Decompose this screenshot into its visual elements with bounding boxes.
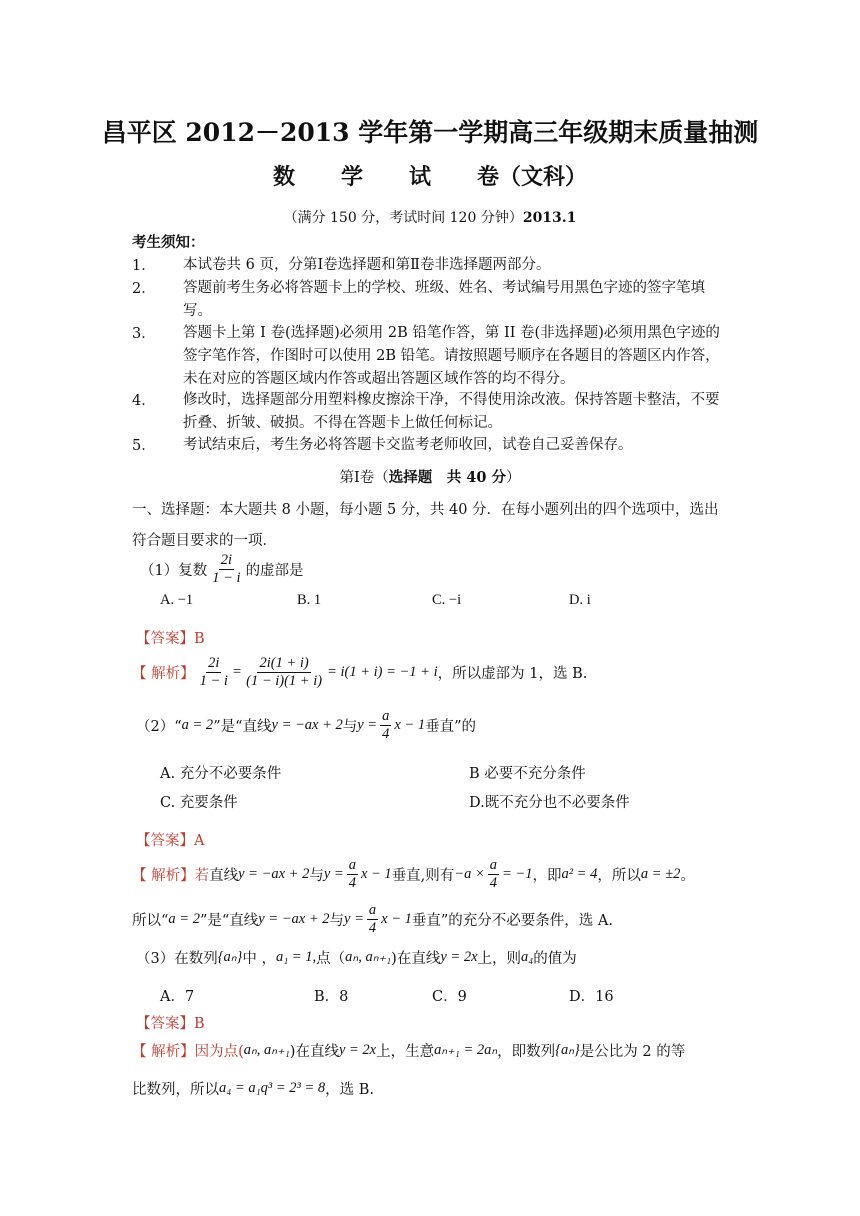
q2-line-2-post: x − 1: [394, 717, 426, 733]
q3-analysis-calc: a₄ = a₁q³ = 2³ = 8: [219, 1080, 326, 1096]
q2-conclusion-pre: 所以“: [132, 913, 169, 929]
q3-analysis-recurrence: aₙ₊₁ = 2aₙ: [434, 1042, 498, 1058]
section-heading-post: ）: [506, 470, 521, 486]
q2-analysis-h: a = ±2: [640, 866, 681, 882]
q2-conclusion-line-2-post: x − 1: [381, 911, 412, 927]
q3-option-a: A．7: [160, 989, 195, 1005]
section-heading: [0, 466, 860, 487]
q3-analysis-point: aₙ, aₙ₊₁: [243, 1042, 290, 1058]
q3-mid-2: 点（: [316, 951, 346, 967]
q3-answer: [136, 1012, 205, 1033]
q2-analysis-line-2-post: x − 1: [360, 866, 392, 882]
q3-point: aₙ, aₙ₊₁: [345, 949, 392, 965]
q3-sequence: {aₙ}: [217, 949, 243, 965]
subtitle-char-4: 卷（文科）: [477, 164, 588, 190]
q2-conclusion-frac-num: a: [368, 902, 377, 918]
q2-conclusion-yu: 与: [329, 913, 345, 929]
q2-option-b: B 必要不充分条件: [469, 766, 586, 782]
q2-option-c: C. 充要条件: [160, 795, 238, 811]
q2-answer: [136, 829, 204, 850]
q3-suffix: 的值为: [533, 951, 577, 967]
q2-answer-label: 【答案】: [136, 833, 194, 849]
q1-analysis-frac-1: [198, 655, 230, 690]
q1-analysis-label: 【 解析】: [132, 666, 195, 682]
q2-analysis-red: 若: [194, 868, 210, 884]
q1-analysis-frac-2-den: (1 − i)(1 + i): [246, 673, 323, 689]
q2-yu: 与: [342, 719, 358, 735]
exam-info: [0, 207, 860, 227]
q2-conclusion-mid: ”是“直线: [199, 913, 259, 929]
q2-answer-value: A: [194, 833, 205, 849]
notice-num-1: 1．: [132, 258, 156, 274]
q3-analysis-line2-post: ，选 B.: [325, 1082, 375, 1098]
q1-answer-value: B: [194, 631, 205, 647]
q2-conclusion-frac: [367, 902, 378, 937]
q3-mid-3: )在直线: [391, 951, 441, 967]
q2-analysis-f: a² = 4: [561, 866, 598, 882]
q3-answer-label: 【答案】: [136, 1016, 194, 1032]
q3-analysis-d: 是公比为 2 的等: [579, 1044, 686, 1060]
q2-prefix: （2）“: [136, 719, 182, 735]
question-3: [136, 947, 577, 968]
q2-fraction: [380, 708, 391, 743]
q1-analysis-text: ，所以虚部为 1，选 B.: [437, 666, 588, 682]
q2-frac-num: a: [382, 708, 390, 724]
notice-num-4: 4．: [132, 393, 156, 409]
q2-analysis-frac-2-den: 4: [489, 875, 497, 891]
q3-option-b: B．8: [314, 989, 349, 1005]
q2-conclusion-line-2-pre: y =: [344, 911, 364, 927]
q1-option-b: B. 1: [297, 592, 322, 608]
info-date: 2013.1: [522, 210, 577, 226]
q1-analysis: 【 解析】 $\frac{2i}{1 - i}$ = $\frac{2i(1 + i)}{(1 - i)(1 + i)}$ = i(1 + i) = −1 + i ，所以虚部为 1，选 B.: [132, 655, 588, 689]
q2-line-2-pre: y =: [357, 717, 378, 733]
subtitle-char-1: 数: [272, 164, 295, 190]
q1-frac-num: 2i: [220, 552, 233, 568]
q2-analysis: [132, 857, 695, 892]
q3-answer-value: B: [194, 1016, 205, 1032]
q3-analysis-a: )在直线: [289, 1044, 339, 1060]
q2-conclusion-cond: a = 2: [168, 911, 200, 927]
q2-analysis-frac-2: [488, 857, 499, 892]
notice-text-3: 答题卡上第 I 卷(选择题)必须用 2B 铅笔作答，第 II 卷(非选择题)必须用黑色字迹的签字笔作答，作图时可以使用 2B 铅笔。请按照题号顺序在各题目的答题区内作答，未在对应的答题区域内作答或超出答题区域作答的均不得分。: [183, 325, 720, 387]
q2-conclusion-post: 垂直”的充分不必要条件，选 A.: [411, 913, 613, 929]
q2-condition: a = 2: [181, 717, 214, 733]
part1-instructions-line2: 符合题目要求的一项．: [132, 533, 277, 549]
q3-line: y = 2x: [440, 949, 478, 965]
q2-conclusion-line-1: y = −ax + 2: [258, 911, 330, 927]
q2-suffix: 垂直”的: [425, 719, 477, 735]
q2-analysis-i: 。: [680, 868, 695, 884]
subtitle-char-3: 试: [409, 164, 432, 190]
q1-analysis-frac-1-den: 1 − i: [199, 673, 228, 689]
subtitle-char-2: 学: [340, 164, 363, 190]
q3-analysis-line2-pre: 比数列，所以: [132, 1082, 219, 1098]
q1-suffix: 的虚部是: [245, 563, 304, 579]
exam-subtitle: [0, 160, 860, 191]
q3-analysis-c: ，即数列: [497, 1044, 556, 1060]
q2-analysis-frac-2-num: a: [489, 857, 497, 873]
q3-analysis-red: 因为点(: [194, 1044, 244, 1060]
notice-heading: 考生须知：: [132, 234, 205, 251]
q2-line-1: y = −ax + 2: [271, 717, 343, 733]
notice-text-5: 考试结束后，考生务必将答题卡交监考老师收回，试卷自己妥善保存。: [183, 437, 633, 453]
q3-option-d: D．16: [569, 989, 614, 1005]
notice-num-2: 2．: [132, 281, 156, 297]
question-2: [136, 708, 476, 743]
notice-num-3: 3．: [132, 326, 156, 342]
q1-option-c: C. −i: [432, 592, 462, 608]
q2-analysis-yu: 与: [309, 868, 324, 884]
q2-analysis-a: 直线: [209, 868, 239, 884]
section-heading-bold: 选择题 共 40 分: [388, 469, 506, 486]
q3-analysis: [132, 1040, 685, 1061]
q1-analysis-frac-1-num: 2i: [208, 655, 220, 671]
notice-text-4: 修改时，选择题部分用塑料橡皮擦涂干净，不得使用涂改液。保持答题卡整洁，不要折叠、折皱、破损。不得在答题卡上做任何标记。: [183, 392, 720, 431]
notice-num-5: 5．: [132, 438, 156, 454]
q2-analysis-b: 垂直,则有: [391, 868, 455, 884]
section-heading-pre: 第Ⅰ卷（: [339, 470, 389, 486]
question-1: [140, 552, 304, 587]
q3-analysis-label: 【 解析】: [132, 1044, 195, 1060]
q3-a4: a₄: [521, 949, 534, 965]
q2-analysis-label: 【 解析】: [132, 868, 195, 884]
q1-answer-label: 【答案】: [136, 631, 194, 647]
q2-conclusion-frac-den: 4: [368, 920, 377, 936]
q3-option-c: C．9: [432, 989, 467, 1005]
q3-mid-4: 上，则: [477, 951, 521, 967]
q2-analysis-g: ，所以: [597, 868, 641, 884]
q2-option-a: A. 充分不必要条件: [160, 766, 282, 782]
q2-analysis-frac-1-num: a: [348, 857, 356, 873]
info-line: （满分 150 分，考试时间 120 分钟）: [283, 210, 523, 226]
exam-title: 昌平区 2012－2013 学年第一学期高三年级期末质量抽测: [101, 118, 759, 147]
q2-mid: ”是“直线: [213, 719, 272, 735]
q1-prefix: （1）复数: [140, 563, 208, 579]
q3-a1: a₁ = 1,: [275, 949, 317, 965]
q2-conclusion: [132, 902, 613, 937]
q1-option-a: A. −1: [160, 592, 194, 608]
q1-analysis-frac-2: [244, 655, 324, 690]
q3-mid-1: 中 ，: [242, 951, 276, 967]
q2-option-d: D.既不充分也不必要条件: [469, 795, 630, 811]
q2-analysis-d: = −1: [502, 866, 533, 882]
q2-analysis-e: ，即: [532, 868, 562, 884]
q3-analysis-b: 上，生意: [376, 1044, 435, 1060]
part1-instructions-line1: 一、选择题：本大题共 8 小题，每小题 5 分，共 40 分．在每小题列出的四个选项中，选出: [132, 502, 719, 518]
q3-analysis-line-2: [132, 1078, 374, 1099]
q2-analysis-frac-1: [347, 857, 358, 892]
notice-text-1: 本试卷共 6 页，分第Ⅰ卷选择题和第Ⅱ卷非选择题两部分。: [183, 257, 551, 273]
q1-option-d: D. i: [569, 592, 591, 608]
q3-prefix: （3）在数列: [136, 951, 218, 967]
q2-analysis-line-2-pre: y =: [323, 866, 344, 882]
q3-analysis-seq: {aₙ}: [555, 1042, 580, 1058]
q1-fraction: [210, 552, 242, 587]
notice-text-2: 答题前考生务必将答题卡上的学校、班级、姓名、考试编号用黑色字迹的签字笔填写。: [183, 280, 705, 319]
q1-answer: [136, 627, 205, 648]
q2-analysis-line-1: y = −ax + 2: [238, 866, 310, 882]
q1-analysis-tail: = i(1 + i) = −1 + i: [327, 664, 438, 680]
q1-analysis-frac-2-num: 2i(1 + i): [259, 655, 309, 671]
q2-analysis-c: −a ×: [454, 866, 485, 882]
q2-frac-den: 4: [382, 726, 390, 742]
q3-analysis-line: y = 2x: [338, 1042, 377, 1058]
q2-analysis-frac-1-den: 4: [348, 875, 356, 891]
q1-frac-den: 1 − i: [212, 570, 241, 586]
